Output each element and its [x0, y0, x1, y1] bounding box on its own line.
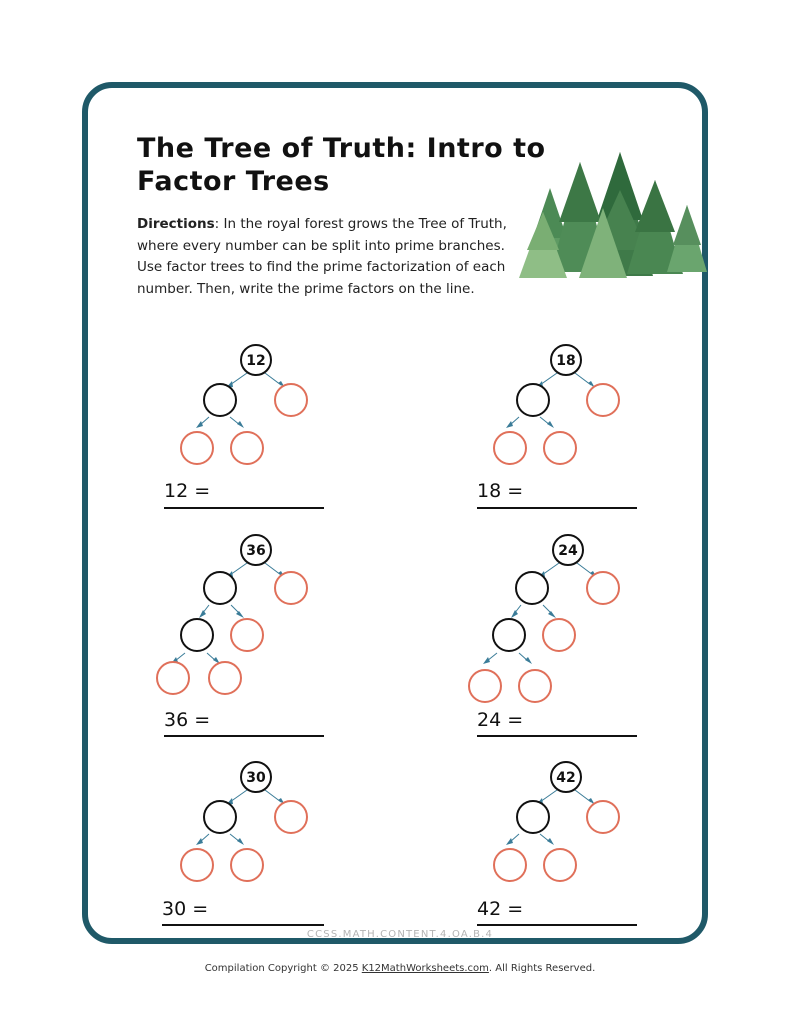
factor-tree-42 [450, 752, 650, 892]
root-number: 42 [556, 770, 576, 786]
answer-circle[interactable] [275, 384, 307, 416]
answer-circle[interactable] [181, 619, 213, 651]
factor-tree-18 [450, 335, 650, 475]
answer-circle[interactable] [275, 801, 307, 833]
tree-far-right [667, 205, 707, 272]
answer-circle[interactable] [231, 432, 263, 464]
root-number: 30 [246, 770, 266, 786]
problem-label-36: 36 = [164, 709, 211, 731]
factor-tree-30 [140, 752, 340, 892]
answer-circle[interactable] [181, 432, 213, 464]
problem-label-12: 12 = [164, 480, 211, 502]
answer-line-18[interactable] [477, 507, 637, 509]
root-number: 18 [556, 353, 576, 369]
answer-circle[interactable] [494, 432, 526, 464]
factor-tree-12 [140, 335, 340, 475]
root-number: 24 [558, 543, 578, 559]
directions-text [137, 214, 507, 300]
worksheet-title: The Tree of Truth: Intro to Factor Trees [137, 133, 546, 197]
answer-circle[interactable] [519, 670, 551, 702]
answer-circle[interactable] [275, 572, 307, 604]
answer-line-12[interactable] [164, 507, 324, 509]
answer-circle[interactable] [157, 662, 189, 694]
standard-code: CCSS.MATH.CONTENT.4.OA.B.4 [306, 929, 494, 940]
answer-circle[interactable] [517, 384, 549, 416]
directions-body: : In the royal forest grows the Tree of Truth, where every number can be split into prime branches. Use factor trees to find the prime factorization of each number. Then, write the prime factors on the line. [137, 216, 507, 297]
answer-line-36[interactable] [164, 735, 324, 737]
answer-circle[interactable] [231, 619, 263, 651]
answer-circle[interactable] [209, 662, 241, 694]
answer-circle[interactable] [587, 572, 619, 604]
directions-label: Directions [137, 216, 215, 232]
answer-circle[interactable] [516, 572, 548, 604]
copyright-suffix: . All Rights Reserved. [488, 963, 596, 974]
problem-label-42: 42 = [477, 898, 524, 920]
answer-circle[interactable] [543, 619, 575, 651]
answer-line-30[interactable] [162, 924, 324, 926]
answer-circle[interactable] [204, 801, 236, 833]
factor-tree-36 [140, 525, 340, 715]
site-link[interactable]: K12MathWorksheets.com [361, 963, 489, 974]
answer-circle[interactable] [204, 384, 236, 416]
factor-tree-24 [452, 525, 652, 715]
answer-line-42[interactable] [477, 924, 637, 926]
answer-circle[interactable] [517, 801, 549, 833]
answer-circle[interactable] [544, 432, 576, 464]
problem-label-24: 24 = [477, 709, 524, 731]
answer-circle[interactable] [587, 384, 619, 416]
answer-circle[interactable] [181, 849, 213, 881]
copyright-prefix: Compilation Copyright © 2025 [204, 963, 362, 974]
answer-line-24[interactable] [477, 735, 637, 737]
answer-circle[interactable] [204, 572, 236, 604]
answer-circle[interactable] [544, 849, 576, 881]
root-number: 12 [246, 353, 266, 369]
answer-circle[interactable] [587, 801, 619, 833]
copyright-notice [0, 963, 800, 974]
answer-circle[interactable] [493, 619, 525, 651]
answer-circle[interactable] [469, 670, 501, 702]
answer-circle[interactable] [494, 849, 526, 881]
root-number: 36 [246, 543, 266, 559]
answer-circle[interactable] [231, 849, 263, 881]
problem-label-18: 18 = [477, 480, 524, 502]
problem-label-30: 30 = [162, 898, 209, 920]
pine-trees-illustration [515, 150, 710, 280]
